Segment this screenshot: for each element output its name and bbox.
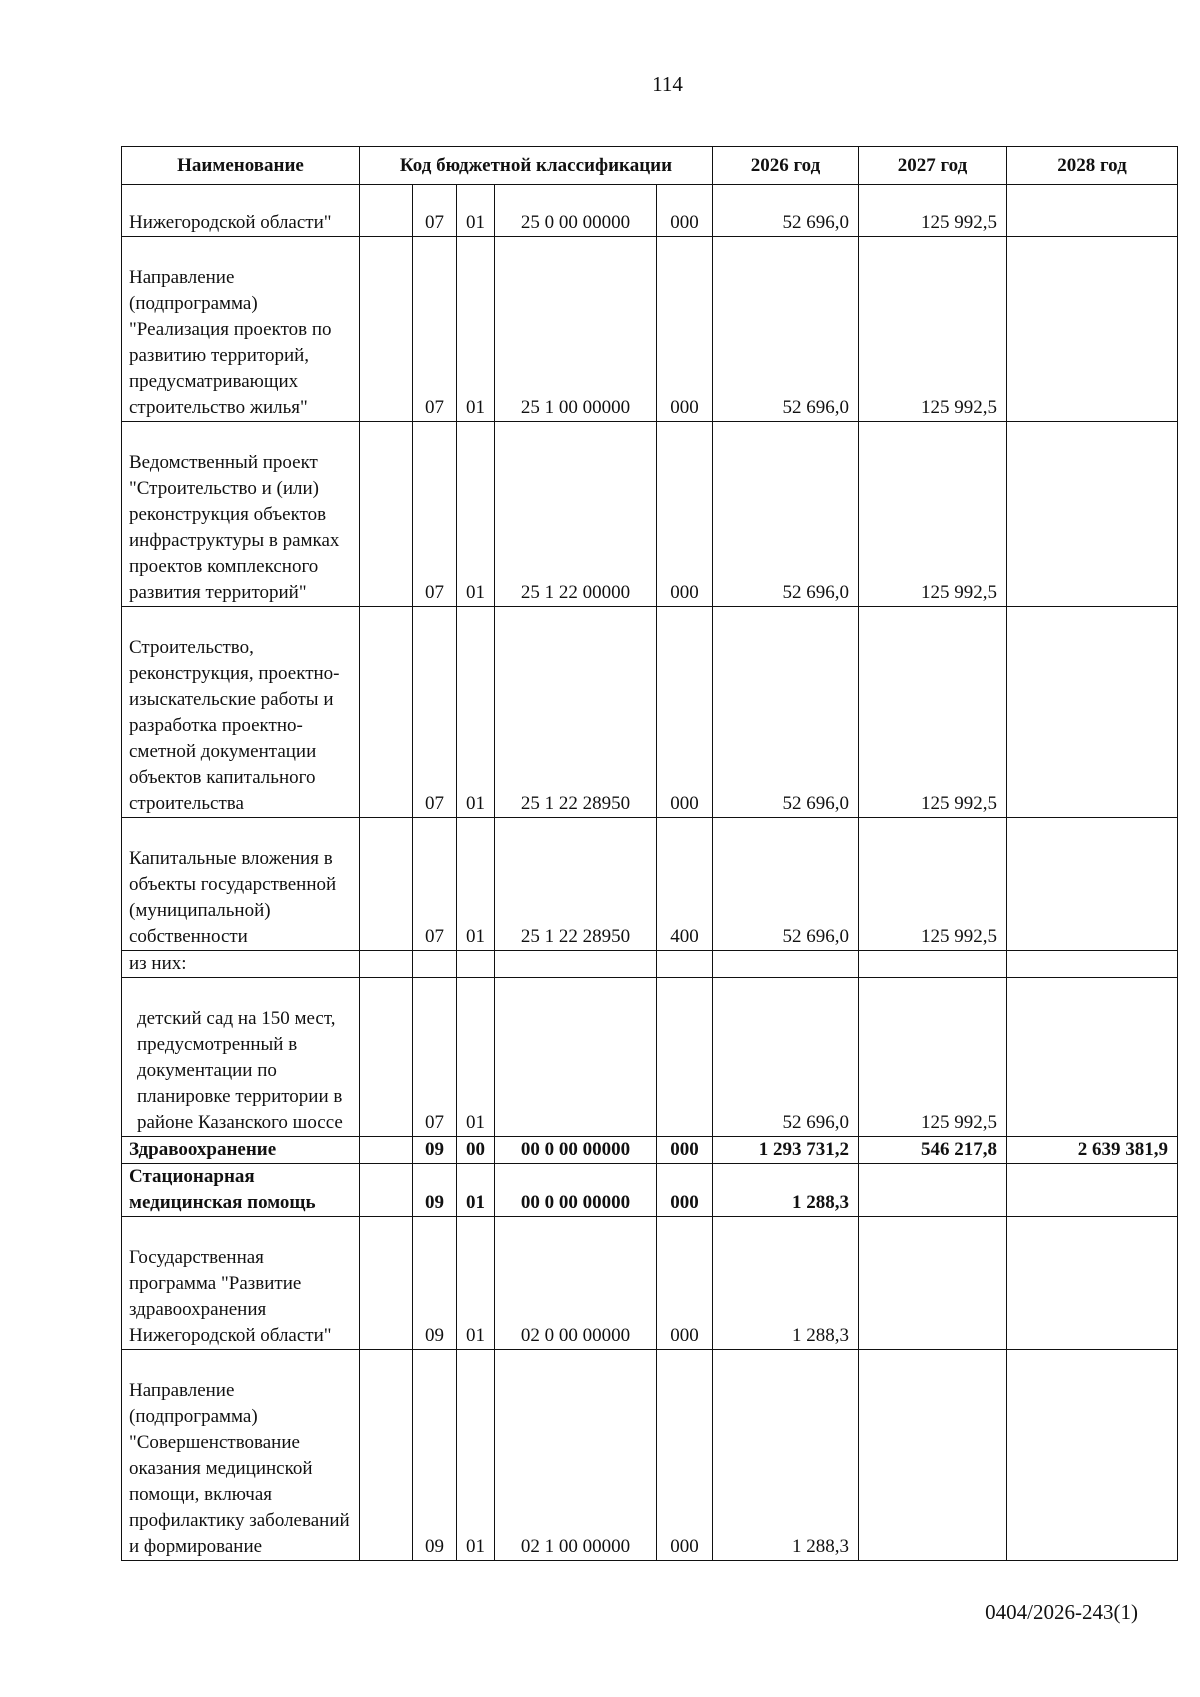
table-row <box>122 818 1178 951</box>
page-number: 114 <box>652 72 683 96</box>
row-code-blank <box>360 1217 413 1350</box>
row-section: 09 <box>413 1217 457 1350</box>
row-name: детский сад на 150 мест, предусмотренный в документации по планировке территории в районе Казанского шоссе <box>122 978 360 1137</box>
header-2026: 2026 год <box>713 147 859 185</box>
row-subsection: 01 <box>457 978 495 1137</box>
table-row <box>122 422 1178 607</box>
row-code-blank <box>360 978 413 1137</box>
row-value-2028 <box>1007 1350 1178 1561</box>
row-name: Строительство, реконструкция, проектно-изыскательские работы и разработка проектно-сметной документации объектов капитального строительства <box>122 607 360 818</box>
row-name: Направление (подпрограмма) "Совершенствование оказания медицинской помощи, включая профилактику заболеваний и формирование <box>122 1350 360 1561</box>
row-expense-type: 000 <box>657 185 713 237</box>
row-expense-type: 000 <box>657 1164 713 1217</box>
row-section: 07 <box>413 185 457 237</box>
row-section: 07 <box>413 237 457 422</box>
row-section: 09 <box>413 1137 457 1164</box>
header-name: Наименование <box>122 147 360 185</box>
row-value-2028: 2 639 381,9 <box>1007 1137 1178 1164</box>
row-name: Направление (подпрограмма) "Реализация проектов по развитию территорий, предусматривающих строительство жилья" <box>122 237 360 422</box>
row-value-2028 <box>1007 1164 1178 1217</box>
row-target-article: 25 0 00 00000 <box>495 185 657 237</box>
row-code-blank <box>360 1350 413 1561</box>
document-code: 0404/2026-243(1) <box>985 1600 1138 1624</box>
row-value-2027 <box>859 1350 1007 1561</box>
row-value-2027 <box>859 1217 1007 1350</box>
table-header-row <box>122 147 1178 185</box>
row-value-2026: 1 288,3 <box>713 1217 859 1350</box>
row-value-2027: 125 992,5 <box>859 818 1007 951</box>
row-value-2028 <box>1007 237 1178 422</box>
row-name: Ведомственный проект "Строительство и (или) реконструкция объектов инфраструктуры в рамках проектов комплексного развития территорий" <box>122 422 360 607</box>
row-section: 07 <box>413 607 457 818</box>
row-subsection: 01 <box>457 818 495 951</box>
table-row <box>122 978 1178 1137</box>
row-value-2027 <box>859 951 1007 978</box>
row-value-2027: 125 992,5 <box>859 237 1007 422</box>
row-value-2027: 125 992,5 <box>859 607 1007 818</box>
row-value-2026: 52 696,0 <box>713 185 859 237</box>
row-subsection <box>457 951 495 978</box>
row-code-blank <box>360 237 413 422</box>
row-target-article <box>495 951 657 978</box>
row-code-blank <box>360 607 413 818</box>
row-value-2027: 125 992,5 <box>859 978 1007 1137</box>
row-value-2026: 52 696,0 <box>713 607 859 818</box>
row-subsection: 01 <box>457 422 495 607</box>
row-value-2026: 52 696,0 <box>713 818 859 951</box>
row-name: Нижегородской области" <box>122 185 360 237</box>
header-2027: 2027 год <box>859 147 1007 185</box>
row-expense-type: 000 <box>657 607 713 818</box>
row-value-2027: 546 217,8 <box>859 1137 1007 1164</box>
row-value-2028 <box>1007 818 1178 951</box>
row-value-2026: 52 696,0 <box>713 978 859 1137</box>
table-row <box>122 1164 1178 1217</box>
table-row <box>122 1217 1178 1350</box>
row-subsection: 01 <box>457 607 495 818</box>
row-value-2028 <box>1007 978 1178 1137</box>
row-section: 07 <box>413 422 457 607</box>
row-name: Государственная программа "Развитие здравоохранения Нижегородской области" <box>122 1217 360 1350</box>
row-name: Капитальные вложения в объекты государственной (муниципальной) собственности <box>122 818 360 951</box>
table-row <box>122 607 1178 818</box>
row-code-blank <box>360 422 413 607</box>
row-code-blank <box>360 951 413 978</box>
table-row <box>122 1137 1178 1164</box>
row-section: 07 <box>413 818 457 951</box>
row-section <box>413 951 457 978</box>
row-subsection: 01 <box>457 1217 495 1350</box>
row-target-article: 02 1 00 00000 <box>495 1350 657 1561</box>
row-target-article: 00 0 00 00000 <box>495 1164 657 1217</box>
row-target-article: 00 0 00 00000 <box>495 1137 657 1164</box>
row-expense-type <box>657 951 713 978</box>
row-name: из них: <box>122 951 360 978</box>
row-value-2026: 1 288,3 <box>713 1164 859 1217</box>
row-value-2026: 1 288,3 <box>713 1350 859 1561</box>
budget-table <box>121 146 1178 1561</box>
row-code-blank <box>360 1164 413 1217</box>
row-value-2028 <box>1007 1217 1178 1350</box>
row-expense-type: 000 <box>657 237 713 422</box>
header-code: Код бюджетной классификации <box>360 147 713 185</box>
row-subsection: 01 <box>457 185 495 237</box>
row-value-2028 <box>1007 185 1178 237</box>
row-target-article: 25 1 00 00000 <box>495 237 657 422</box>
row-value-2026 <box>713 951 859 978</box>
row-target-article: 25 1 22 28950 <box>495 818 657 951</box>
row-name: Стационарная медицинская помощь <box>122 1164 360 1217</box>
row-code-blank <box>360 1137 413 1164</box>
row-value-2026: 52 696,0 <box>713 237 859 422</box>
row-value-2028 <box>1007 951 1178 978</box>
row-subsection: 01 <box>457 1350 495 1561</box>
row-value-2028 <box>1007 422 1178 607</box>
row-subsection: 01 <box>457 1164 495 1217</box>
row-value-2027: 125 992,5 <box>859 422 1007 607</box>
table-row <box>122 237 1178 422</box>
row-value-2027: 125 992,5 <box>859 185 1007 237</box>
row-target-article: 02 0 00 00000 <box>495 1217 657 1350</box>
row-section: 07 <box>413 978 457 1137</box>
row-value-2026: 52 696,0 <box>713 422 859 607</box>
row-section: 09 <box>413 1350 457 1561</box>
header-2028: 2028 год <box>1007 147 1178 185</box>
row-name: Здравоохранение <box>122 1137 360 1164</box>
row-target-article: 25 1 22 28950 <box>495 607 657 818</box>
row-expense-type <box>657 978 713 1137</box>
row-value-2026: 1 293 731,2 <box>713 1137 859 1164</box>
row-code-blank <box>360 185 413 237</box>
table-row <box>122 1350 1178 1561</box>
row-expense-type: 400 <box>657 818 713 951</box>
table-row <box>122 185 1178 237</box>
table-row <box>122 951 1178 978</box>
row-value-2027 <box>859 1164 1007 1217</box>
row-subsection: 00 <box>457 1137 495 1164</box>
row-subsection: 01 <box>457 237 495 422</box>
row-expense-type: 000 <box>657 422 713 607</box>
row-target-article <box>495 978 657 1137</box>
row-code-blank <box>360 818 413 951</box>
row-expense-type: 000 <box>657 1137 713 1164</box>
row-target-article: 25 1 22 00000 <box>495 422 657 607</box>
row-expense-type: 000 <box>657 1217 713 1350</box>
row-value-2028 <box>1007 607 1178 818</box>
row-section: 09 <box>413 1164 457 1217</box>
row-expense-type: 000 <box>657 1350 713 1561</box>
